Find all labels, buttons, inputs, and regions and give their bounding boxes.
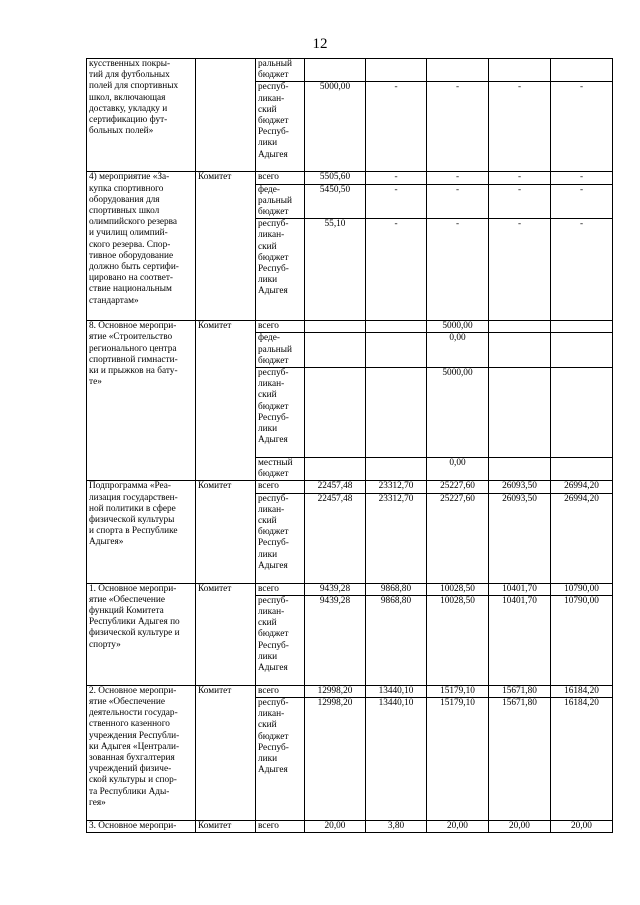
amount-cell — [551, 321, 613, 333]
amount-cell — [305, 333, 366, 368]
amount-cell: 12998,20 — [305, 685, 366, 697]
amount-cell: 22457,48 — [305, 493, 366, 583]
amount-cell: 55,10 — [305, 219, 366, 321]
amount-cell: 25227,60 — [427, 481, 489, 493]
amount-cell: - — [366, 219, 427, 321]
amount-cell: 5450,50 — [305, 184, 366, 219]
table-row — [87, 583, 613, 595]
amount-cell: 23312,70 — [366, 493, 427, 583]
amount-cell — [366, 368, 427, 458]
funding-source: респуб- ликан- ский бюджет Респуб- лики Адыгея — [256, 82, 305, 172]
funding-source: феде- ральный бюджет — [256, 184, 305, 219]
executor: Комитет — [196, 481, 256, 583]
page-number: 12 — [312, 36, 328, 52]
budget-table — [86, 58, 613, 833]
amount-cell — [305, 59, 366, 82]
funding-source: респуб- ликан- ский бюджет Респуб- лики Адыгея — [256, 493, 305, 583]
executor: Комитет — [196, 685, 256, 820]
amount-cell: 10790,00 — [551, 583, 613, 595]
funding-source: респуб- ликан- ский бюджет Респуб- лики Адыгея — [256, 698, 305, 821]
funding-source: всего — [256, 321, 305, 333]
amount-cell: - — [551, 184, 613, 219]
amount-cell — [427, 59, 489, 82]
amount-cell: - — [366, 184, 427, 219]
amount-cell — [489, 333, 551, 368]
amount-cell — [551, 333, 613, 368]
measure-name: кусственных покры- тий для футбольных полей для спортивных школ, включающая доставку, укладку и сертификацию фут- больных полей» — [87, 59, 196, 172]
amount-cell: 20,00 — [551, 821, 613, 833]
amount-cell: 0,00 — [427, 333, 489, 368]
measure-name: 4) мероприятие «За- купка спортивного оборудования для спортивных школ олимпийского резерва и училищ олимпий- ского резерва. Спор- тивное оборудование должно быть сертифи- цировано на соответ- ствие национальным стандартам» — [87, 172, 196, 321]
amount-cell: - — [366, 172, 427, 184]
amount-cell: 5000,00 — [427, 321, 489, 333]
amount-cell: 9868,80 — [366, 595, 427, 685]
amount-cell: 26994,20 — [551, 493, 613, 583]
measure-name: 3. Основное меропри- — [87, 821, 196, 833]
amount-cell: 10028,50 — [427, 595, 489, 685]
amount-cell: 12998,20 — [305, 698, 366, 821]
table-row — [87, 172, 613, 184]
amount-cell: 9439,28 — [305, 595, 366, 685]
amount-cell — [305, 458, 366, 481]
table-row — [87, 821, 613, 833]
amount-cell: - — [489, 82, 551, 172]
amount-cell: - — [366, 82, 427, 172]
amount-cell — [366, 458, 427, 481]
amount-cell: 5505,60 — [305, 172, 366, 184]
amount-cell: 26093,50 — [489, 493, 551, 583]
amount-cell: - — [551, 172, 613, 184]
amount-cell: 25227,60 — [427, 493, 489, 583]
funding-source: всего — [256, 821, 305, 833]
amount-cell: 15671,80 — [489, 685, 551, 697]
funding-source: всего — [256, 685, 305, 697]
amount-cell: 16184,20 — [551, 685, 613, 697]
executor: Комитет — [196, 321, 256, 481]
amount-cell: 13440,10 — [366, 685, 427, 697]
amount-cell — [489, 458, 551, 481]
table-row — [87, 321, 613, 333]
amount-cell — [489, 321, 551, 333]
amount-cell: 22457,48 — [305, 481, 366, 493]
executor — [196, 59, 256, 172]
amount-cell: 9439,28 — [305, 583, 366, 595]
measure-name: 8. Основное меропри- ятие «Строительство регионального центра спортивной гимнасти- ки и прыжков на бату- те» — [87, 321, 196, 481]
executor: Комитет — [196, 583, 256, 685]
amount-cell: 23312,70 — [366, 481, 427, 493]
amount-cell: 20,00 — [427, 821, 489, 833]
amount-cell: - — [489, 219, 551, 321]
amount-cell: 15179,10 — [427, 698, 489, 821]
table-row — [87, 481, 613, 493]
amount-cell — [305, 321, 366, 333]
measure-name: Подпрограмма «Реа- лизация государствен- ной политики в сфере физической культуры и спорта в Республике Адыгея» — [87, 481, 196, 583]
amount-cell: 26093,50 — [489, 481, 551, 493]
amount-cell: 10790,00 — [551, 595, 613, 685]
executor: Комитет — [196, 821, 256, 833]
amount-cell: - — [489, 184, 551, 219]
funding-source: респуб- ликан- ский бюджет Респуб- лики Адыгея — [256, 219, 305, 321]
funding-source: местный бюджет — [256, 458, 305, 481]
amount-cell — [489, 368, 551, 458]
amount-cell — [489, 59, 551, 82]
amount-cell: - — [427, 82, 489, 172]
amount-cell: - — [427, 219, 489, 321]
amount-cell — [551, 368, 613, 458]
amount-cell: 13440,10 — [366, 698, 427, 821]
measure-name: 1. Основное меропри- ятие «Обеспечение функций Комитета Республики Адыгея по физической культуре и спорту» — [87, 583, 196, 685]
amount-cell: 3,80 — [366, 821, 427, 833]
amount-cell: 26994,20 — [551, 481, 613, 493]
amount-cell: - — [551, 82, 613, 172]
funding-source: всего — [256, 481, 305, 493]
funding-source: респуб- ликан- ский бюджет Респуб- лики Адыгея — [256, 368, 305, 458]
funding-source: ральный бюджет — [256, 59, 305, 82]
amount-cell: - — [489, 172, 551, 184]
amount-cell: - — [551, 219, 613, 321]
amount-cell: 5000,00 — [305, 82, 366, 172]
amount-cell: 10401,70 — [489, 595, 551, 685]
amount-cell — [551, 458, 613, 481]
amount-cell: 10028,50 — [427, 583, 489, 595]
amount-cell: 15671,80 — [489, 698, 551, 821]
amount-cell — [366, 333, 427, 368]
amount-cell: 20,00 — [305, 821, 366, 833]
executor: Комитет — [196, 172, 256, 321]
amount-cell: 5000,00 — [427, 368, 489, 458]
amount-cell: 16184,20 — [551, 698, 613, 821]
measure-name: 2. Основное меропри- ятие «Обеспечение деятельности государ- ственного казенного учреждения Республи- ки Адыгея «Централи- зованная бухгалтерия учреждений физиче- ской культуры и спор- та Республики Ады- гея» — [87, 685, 196, 820]
funding-source: всего — [256, 172, 305, 184]
amount-cell — [366, 321, 427, 333]
amount-cell: 9868,80 — [366, 583, 427, 595]
amount-cell: - — [427, 184, 489, 219]
funding-source: феде- ральный бюджет — [256, 333, 305, 368]
amount-cell — [305, 368, 366, 458]
amount-cell: 15179,10 — [427, 685, 489, 697]
table-row — [87, 685, 613, 697]
amount-cell — [366, 59, 427, 82]
amount-cell — [551, 59, 613, 82]
amount-cell: 0,00 — [427, 458, 489, 481]
amount-cell: 10401,70 — [489, 583, 551, 595]
funding-source: всего — [256, 583, 305, 595]
table-row — [87, 59, 613, 82]
amount-cell: 20,00 — [489, 821, 551, 833]
funding-source: респуб- ликан- ский бюджет Респуб- лики Адыгея — [256, 595, 305, 685]
amount-cell: - — [427, 172, 489, 184]
